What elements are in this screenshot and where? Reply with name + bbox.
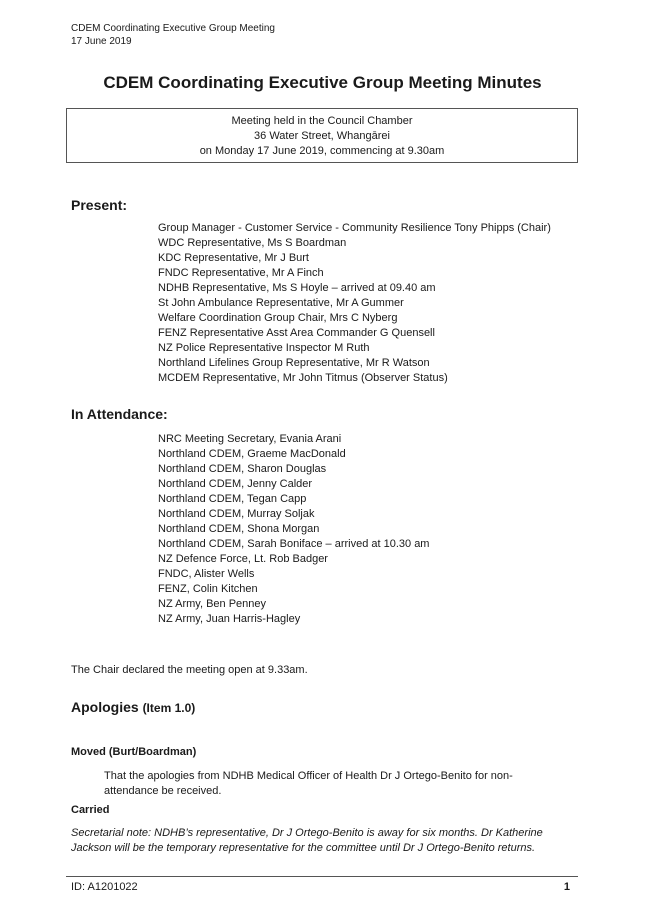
meeting-address: 36 Water Street, Whangārei <box>254 130 390 142</box>
list-item: Northland CDEM, Murray Soljak <box>158 508 315 520</box>
list-item: Northland Lifelines Group Representative, Mr R Watson <box>158 357 430 369</box>
list-item: NZ Defence Force, Lt. Rob Badger <box>158 553 328 565</box>
list-item: NRC Meeting Secretary, Evania Arani <box>158 433 342 445</box>
list-item: FENZ, Colin Kitchen <box>158 583 258 595</box>
apologies-item-number: (Item 1.0) <box>142 701 196 715</box>
list-item: NZ Police Representative Inspector M Ruth <box>158 342 370 354</box>
list-item: NZ Army, Ben Penney <box>158 598 267 610</box>
apologies-heading <box>71 699 195 715</box>
note-line: Jackson will be the temporary representative for the committee until Dr J Ortego-Benito returns. <box>71 842 536 854</box>
attendance-list <box>158 432 429 627</box>
meeting-datetime: on Monday 17 June 2019, commencing at 9.30am <box>199 145 445 157</box>
meeting-details-box <box>66 108 578 163</box>
footer-divider <box>66 876 578 877</box>
present-heading: Present: <box>71 197 128 213</box>
motion-line: attendance be received. <box>104 785 222 797</box>
present-list <box>158 221 551 386</box>
list-item: Welfare Coordination Group Chair, Mrs C Nyberg <box>158 312 398 324</box>
running-header <box>71 22 275 48</box>
list-item: NDHB Representative, Ms S Hoyle – arrived at 09.40 am <box>158 282 436 294</box>
motion-line: That the apologies from NDHB Medical Officer of Health Dr J Ortego-Benito for non- <box>104 770 513 782</box>
secretarial-note <box>71 826 571 856</box>
moved-label: Moved (Burt/Boardman) <box>71 746 197 758</box>
document-id: ID: A1201022 <box>71 881 138 893</box>
list-item: FENZ Representative Asst Area Commander G Quensell <box>158 327 435 339</box>
list-item: Northland CDEM, Tegan Capp <box>158 493 307 505</box>
carried-label: Carried <box>71 804 110 816</box>
list-item: Northland CDEM, Sarah Boniface – arrived at 10.30 am <box>158 538 430 550</box>
apologies-heading-text: Apologies <box>71 699 139 715</box>
list-item: NZ Army, Juan Harris-Hagley <box>158 613 301 625</box>
meeting-location: Meeting held in the Council Chamber <box>231 115 413 127</box>
list-item: St John Ambulance Representative, Mr A Gummer <box>158 297 404 309</box>
list-item: Group Manager - Customer Service - Community Resilience Tony Phipps (Chair) <box>158 222 551 234</box>
attendance-heading: In Attendance: <box>71 406 168 422</box>
apologies-motion <box>104 769 544 799</box>
document-title: CDEM Coordinating Executive Group Meeting Minutes <box>103 73 542 92</box>
list-item: KDC Representative, Mr J Burt <box>158 252 309 264</box>
list-item: FNDC, Alister Wells <box>158 568 255 580</box>
list-item: WDC Representative, Ms S Boardman <box>158 237 347 249</box>
meeting-opening-statement: The Chair declared the meeting open at 9.33am. <box>71 664 308 676</box>
header-date: 17 June 2019 <box>71 36 132 47</box>
list-item: Northland CDEM, Shona Morgan <box>158 523 320 535</box>
list-item: Northland CDEM, Jenny Calder <box>158 478 313 490</box>
header-title: CDEM Coordinating Executive Group Meeting <box>71 23 275 34</box>
list-item: MCDEM Representative, Mr John Titmus (Observer Status) <box>158 372 448 384</box>
note-line: Secretarial note: NDHB’s representative, Dr J Ortego-Benito is away for six months. Dr Katherine <box>71 827 543 839</box>
list-item: FNDC Representative, Mr A Finch <box>158 267 324 279</box>
page-number: 1 <box>563 881 570 893</box>
list-item: Northland CDEM, Sharon Douglas <box>158 463 327 475</box>
list-item: Northland CDEM, Graeme MacDonald <box>158 448 346 460</box>
